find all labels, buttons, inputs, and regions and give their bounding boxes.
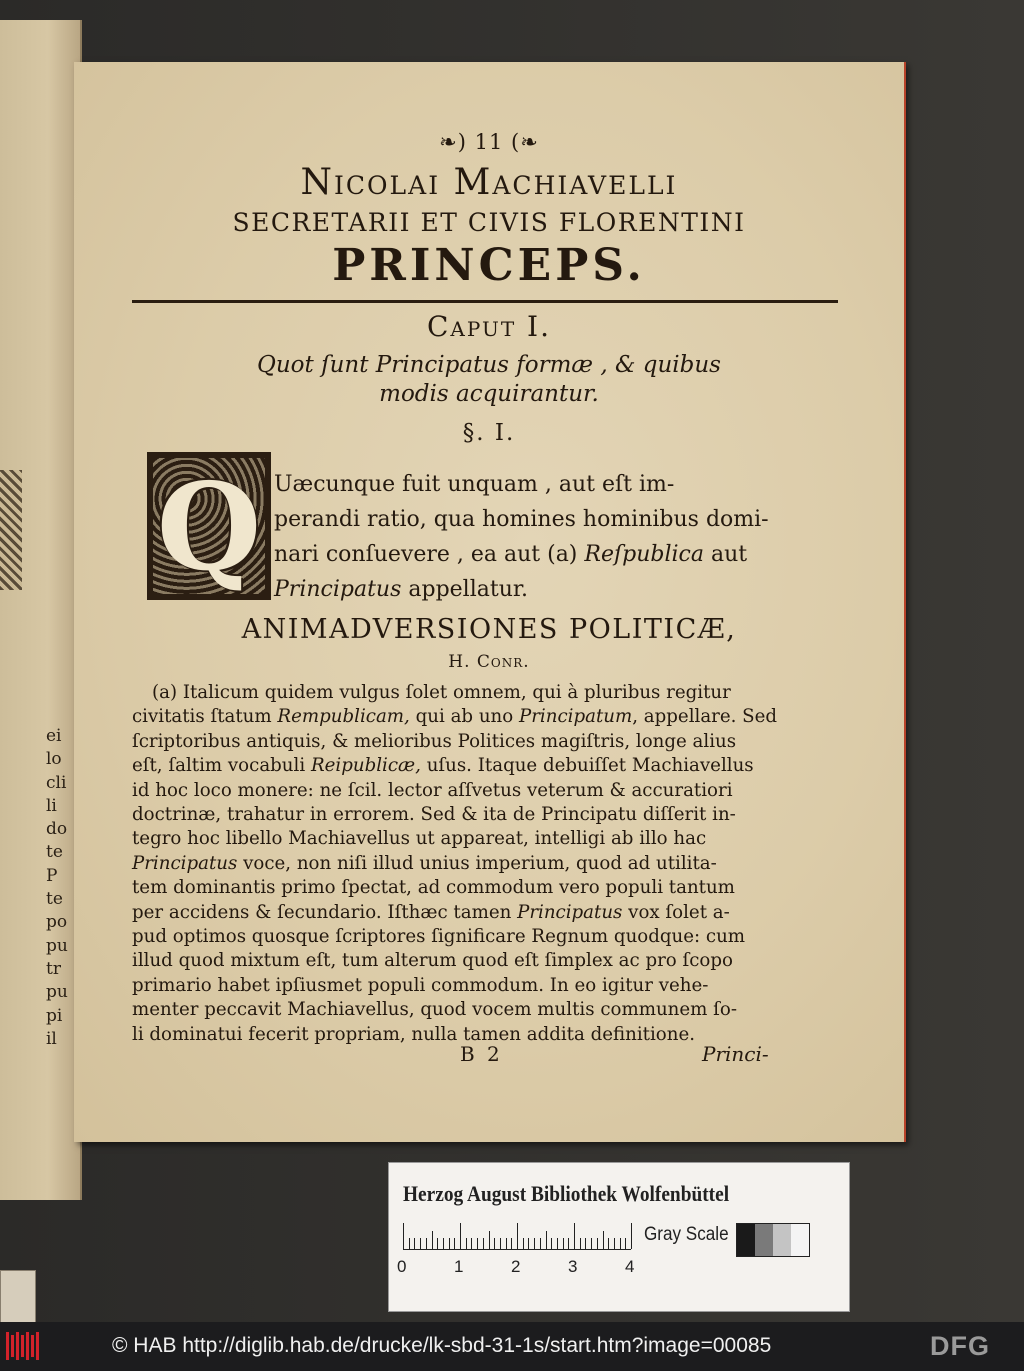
dfg-logo: DFG	[930, 1331, 990, 1361]
ruler-tick	[517, 1223, 518, 1249]
note-text-line	[132, 902, 730, 923]
signature-mark: B 2	[460, 1042, 503, 1066]
main-text-line	[274, 577, 528, 602]
ruler-tick	[597, 1238, 598, 1249]
note-text-line	[132, 975, 708, 996]
catchword: Princi-	[702, 1042, 769, 1066]
note-text-line	[132, 950, 733, 971]
ruler-tick	[511, 1238, 512, 1249]
text-run: (a) Italicum quidem vulgus ſolet omnem, qui à pluribus regitur	[152, 682, 731, 703]
ruler-tick	[506, 1238, 507, 1249]
chapter-subtitle-line-2: modis acquirantur.	[379, 381, 599, 407]
grayscale-label: Gray Scale	[644, 1224, 729, 1245]
text-run: nari conſuevere , ea aut (a)	[274, 542, 585, 567]
note-text-line	[152, 682, 731, 703]
logo-bar	[11, 1335, 14, 1357]
text-run: appellatur.	[401, 577, 528, 602]
italic-word: Principatus	[517, 901, 623, 923]
text-run: li dominatui fecerit propriam, nulla tamen addita definitione.	[132, 1023, 696, 1045]
ruler-tick	[437, 1238, 438, 1249]
note-text-line	[132, 853, 717, 874]
ruler-tick	[546, 1231, 547, 1249]
left-page-ornament	[0, 470, 22, 590]
ruler-label: 4	[625, 1257, 635, 1276]
scale-ruler	[403, 1223, 631, 1250]
text-run: ſcriptoribus antiquis, & melioribus Politices magiſtris, longe alius	[132, 730, 737, 752]
ruler-tick	[631, 1223, 632, 1249]
text-run: Uæcunque fuit unquam , aut eſt im-	[274, 472, 675, 497]
ruler-label: 3	[568, 1257, 578, 1276]
ruler-tick	[580, 1238, 581, 1249]
text-run: primario habet ipſiusmet populi commodum. In eo igitur vehe-	[132, 974, 709, 996]
shelf-label-sticker	[0, 1270, 36, 1330]
ruler-tick	[471, 1238, 472, 1249]
ruler-tick	[426, 1238, 427, 1249]
title-work: PRINCEPS.	[332, 240, 646, 291]
logo-bar	[16, 1332, 19, 1360]
logo-bar	[31, 1335, 34, 1357]
ruler-tick	[574, 1223, 575, 1249]
ruler-tick	[625, 1238, 626, 1249]
card-title: Herzog August Bibliothek Wolfenbüttel	[403, 1181, 730, 1206]
ruler-label: 1	[454, 1257, 464, 1276]
ruler-tick	[454, 1238, 455, 1249]
ruler-tick	[540, 1238, 541, 1249]
text-run: civitatis ſtatum	[132, 706, 278, 728]
text-run: eſt, ſaltim vocabuli	[132, 755, 311, 777]
ruler-tick	[563, 1238, 564, 1249]
ruler-tick	[477, 1238, 478, 1249]
note-text-line	[132, 731, 736, 752]
text-run: tegro hoc libello Machiavellus ut appareat, intelligi ab illo hac	[132, 828, 707, 850]
italic-word: Reipublicæ,	[310, 755, 421, 777]
title-author: Nicolai Machiavelli	[300, 162, 678, 203]
ruler-tick	[551, 1238, 552, 1249]
ruler-tick	[608, 1238, 609, 1249]
book-page	[74, 62, 904, 1142]
text-run: per accidens & ſecundario. Iſthæc tamen	[132, 901, 518, 923]
text-run: doctrinæ, trahatur in errorem. Sed & ita de Principatu diſſerit in-	[132, 804, 736, 825]
left-page-edge	[0, 20, 82, 1200]
notes-author: H. Conr.	[448, 652, 530, 672]
note-text-line	[132, 780, 733, 801]
chapter-subtitle-line-1: Quot ſunt Principatus formæ , & quibus	[257, 352, 721, 378]
ruler-tick	[500, 1238, 501, 1249]
ruler-tick	[443, 1238, 444, 1249]
page-number: ❧) 11 (❧	[439, 130, 539, 154]
note-text-line	[132, 828, 706, 849]
text-run: pud optimos quosque ſcriptores ſignificare Regnum quodque: cum	[132, 926, 746, 947]
notes-heading: ANIMADVERSIONES POLITICÆ,	[241, 614, 737, 645]
logo-bar	[21, 1335, 24, 1357]
text-run: aut	[703, 542, 748, 567]
note-text-line	[132, 926, 745, 947]
main-text-line	[274, 542, 747, 567]
copyright-url[interactable]: © HAB http://diglib.hab.de/drucke/lk-sbd-31-1s/start.htm?image=00085	[112, 1334, 772, 1357]
note-text-line	[132, 1024, 695, 1045]
grayscale-swatches	[736, 1223, 810, 1257]
section-mark: §. I.	[462, 420, 516, 446]
title-rule	[132, 300, 838, 303]
text-run: illud quod mixtum eſt, tum alterum quod eſt ſimplex ac pro ſcopo	[132, 950, 733, 972]
hab-logo-icon	[6, 1332, 40, 1360]
italic-word: Principatus	[132, 852, 238, 874]
text-run: vox ſolet a-	[622, 901, 730, 923]
gray-swatch	[773, 1224, 791, 1256]
ruler-label: 2	[511, 1257, 521, 1276]
note-text-line	[132, 877, 735, 898]
left-page-text-fragments: ei lo cli li do te P te po pu tr pu pi il	[46, 726, 68, 1049]
ruler-tick	[414, 1238, 415, 1249]
text-run: uſus. Itaque debuiſſet Machiavellus	[420, 755, 754, 777]
ruler-tick	[403, 1223, 404, 1249]
ruler-tick	[591, 1238, 592, 1249]
gray-swatch	[737, 1224, 755, 1256]
ruler-tick	[494, 1238, 495, 1249]
ruler-tick	[614, 1238, 615, 1249]
ruler-tick	[620, 1238, 621, 1249]
text-run: , appellare. Sed	[632, 706, 778, 728]
ruler-tick	[557, 1238, 558, 1249]
italic-word: Rempublicam,	[277, 706, 410, 728]
ruler-labels	[397, 1257, 657, 1279]
ruler-tick	[528, 1238, 529, 1249]
ruler-tick	[603, 1231, 604, 1249]
ruler-tick	[483, 1238, 484, 1249]
italic-word: Principatum	[519, 706, 633, 728]
logo-bar	[36, 1332, 39, 1360]
italic-word: Reſpublica	[584, 542, 704, 567]
ruler-label: 0	[397, 1257, 407, 1276]
note-text-line	[132, 804, 736, 825]
viewer-footer	[0, 1322, 1024, 1371]
ruler-tick	[449, 1238, 450, 1249]
text-run: id hoc loco monere: ne ſcil. lector aſſvetus veterum & accuratiori	[132, 779, 733, 801]
italic-word: Principatus	[274, 577, 402, 602]
logo-bar	[6, 1332, 9, 1360]
ruler-tick	[489, 1231, 490, 1249]
ruler-tick	[420, 1238, 421, 1249]
ruler-tick	[568, 1238, 569, 1249]
note-text-line	[132, 706, 777, 727]
text-run: voce, non niſi illud unius imperium, quod ad utilita-	[237, 852, 717, 874]
initial-letter: Q	[156, 457, 262, 598]
ruler-tick	[409, 1238, 410, 1249]
ruler-tick	[585, 1238, 586, 1249]
note-text-line	[132, 755, 754, 776]
text-run: tem dominantis primo ſpectat, ad commodum vero populi tantum	[132, 877, 735, 899]
main-text-line	[274, 507, 769, 532]
color-reference-card	[388, 1162, 850, 1312]
text-run: qui ab uno	[409, 706, 519, 728]
ruler-tick	[460, 1223, 461, 1249]
gray-swatch	[791, 1224, 809, 1256]
text-run: menter peccavit Machiavellus, quod vocem multis communem ſo-	[132, 999, 738, 1021]
ruler-tick	[523, 1238, 524, 1249]
ruler-tick	[432, 1231, 433, 1249]
note-text-line	[132, 999, 737, 1020]
main-text-line	[274, 472, 674, 497]
ruler-tick	[534, 1238, 535, 1249]
chapter-heading: Caput I.	[426, 310, 552, 343]
logo-bar	[26, 1332, 29, 1360]
title-office: SECRETARII ET CIVIS FLORENTINI	[232, 208, 746, 237]
ruler-tick	[466, 1238, 467, 1249]
gray-swatch	[755, 1224, 773, 1256]
decorated-initial	[147, 452, 271, 600]
text-run: perandi ratio, qua homines hominibus domi-	[274, 507, 769, 532]
